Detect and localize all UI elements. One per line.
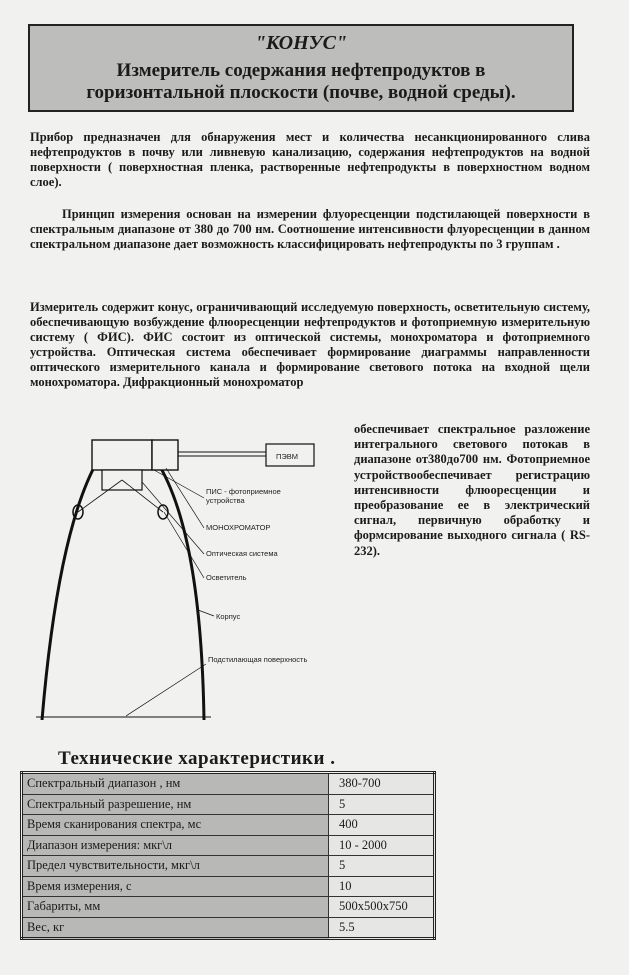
spec-label: Диапазон измерения: мкг\л <box>22 835 329 856</box>
cone-left-wall <box>42 460 98 720</box>
spec-label: Спектральный разрешение, нм <box>22 794 329 815</box>
table-row <box>22 773 435 795</box>
monochromator-box <box>152 440 178 470</box>
paragraph-design: Измеритель содержит конус, ограничивающий исследуемую поверхность, осветительную систему, обеспечивающую возбуждение флюоресценции нефтепродуктов и фотоприемную измерительную систему ( ФИС). ФИС состоит из оптической системы, монохроматора и фотоприемного устройства. Оптическая система обеспечивает формирование диаграммы направленности оптического измерительного канала и формирование светового потока на входной щели монохроматора. Дифракционный монохроматор <box>30 300 590 389</box>
side-paragraph: обеспечивает спектральное разложение интегрального светового потокав в диапазоне от380до700 нм. Фотоприемное устройствообеспечивает регистрацию интенсивности флюоресценции и преобразование ее в электрический сигнал, первичную обработку и формсирование выходного сигнала ( RS-232). <box>354 422 590 558</box>
paragraph-principle: Принцип измерения основан на измерении флуоресценции подстилающей поверхности в спектральным диапазоне от 380 до 700 нм. Соотношение интенсивности флуоресценции в данном спектральном диапазоне дает возможность классифицировать нефтепродукты по 3 группам . <box>30 207 590 251</box>
photodetector-box <box>92 440 152 470</box>
label-fis: ПИС - фотоприемное <box>206 487 281 496</box>
table-row <box>22 917 435 939</box>
label-monochromator: МОНОХРОМАТОР <box>206 523 271 532</box>
product-title: "КОНУС" <box>254 32 348 54</box>
spec-label: Вес, кг <box>22 917 329 939</box>
spec-label: Спектральный диапазон , нм <box>22 773 329 795</box>
paragraph-purpose: Прибор предназначен для обнаружения мест и количества несанкционированного слива нефтепродуктов в почву или ливневую канализацию, содержания нефтепродуктов на водной поверхности ( поверхностная пленка, растворенные нефтепродукты в поверхностном водном слое). <box>30 130 590 189</box>
spec-value: 380-700 <box>329 773 435 795</box>
spec-value: 10 - 2000 <box>329 835 435 856</box>
label-fis-2: устройства <box>206 496 245 505</box>
spec-value: 10 <box>329 876 435 897</box>
pc-label: ПЭВМ <box>276 452 299 461</box>
subtitle-line-1: Измеритель содержания нефтепродуктов в <box>116 60 486 81</box>
spec-label: Габариты, мм <box>22 897 329 918</box>
spec-label: Предел чувствительности, мкг\л <box>22 856 329 877</box>
label-optic-system: Оптическая система <box>206 549 278 558</box>
table-row <box>22 815 435 836</box>
spec-value: 500х500х750 <box>329 897 435 918</box>
device-diagram <box>36 420 356 720</box>
product-subtitle <box>30 60 572 104</box>
table-row <box>22 856 435 877</box>
table-row <box>22 897 435 918</box>
label-cone: Корпус <box>216 612 241 621</box>
label-illuminator: Осветитель <box>206 573 247 582</box>
spec-value: 5 <box>329 794 435 815</box>
table-row <box>22 835 435 856</box>
table-row <box>22 876 435 897</box>
subtitle-line-2: горизонтальной плоскости (почве, водной среды). <box>86 82 516 103</box>
spec-value: 5.5 <box>329 917 435 939</box>
specs-table <box>20 771 436 940</box>
tech-title: Технические характеристики . <box>58 748 336 769</box>
table-row <box>22 794 435 815</box>
spec-value: 5 <box>329 856 435 877</box>
spec-label: Время измерения, с <box>22 876 329 897</box>
spec-label: Время сканирования спектра, мс <box>22 815 329 836</box>
spec-value: 400 <box>329 815 435 836</box>
label-surface: Подстилающая поверхность <box>208 655 308 664</box>
header-box <box>28 24 574 112</box>
